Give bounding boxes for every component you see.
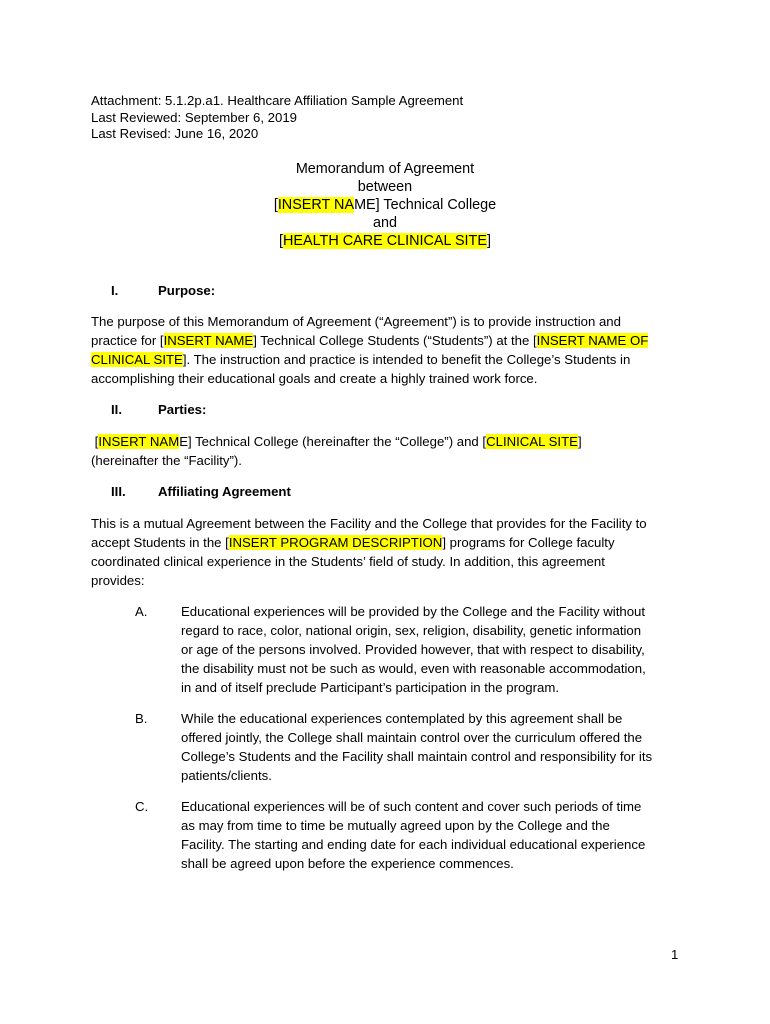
purpose-line-3 [91,350,691,369]
affiliating-line-1: This is a mutual Agreement between the Facility and the College that provides for the Facility to [91,516,647,531]
page-number: 1 [671,947,679,962]
title-line-1: Memorandum of Agreement [295,161,475,177]
purpose-line-2 [91,331,691,350]
list-item-line: as may from time to time be mutually agreed upon by the College and the [181,818,610,833]
list-item-body [181,709,681,785]
affiliating-paragraph [91,514,691,590]
list-item-line: the disability must not be such as would, even with reasonable accommodation, [181,661,646,676]
section-title: Affiliating Agreement [158,484,291,499]
section-heading-parties [111,400,206,419]
purpose-line-1: The purpose of this Memorandum of Agreement (“Agreement”) is to provide instruction and [91,314,621,329]
college-name-placeholder: INSERT NA [277,197,355,213]
document-title [0,160,770,250]
section-number: III. [111,484,126,499]
list-item-line: offered jointly, the College shall maintain control over the curriculum offered the [181,730,643,745]
list-item-line: Educational experiences will be of such content and cover such periods of time [181,799,642,814]
list-item-line: patients/clients. [181,768,272,783]
purpose-paragraph [91,312,691,388]
text-run: ] Technical College Students (“Students”) at the [ [253,333,537,348]
section-heading-affiliating [111,482,291,501]
list-item-line: While the educational experiences contemplated by this agreement shall be [181,711,623,726]
title-college-suffix: ME] Technical College [354,197,497,213]
parties-paragraph [91,432,691,470]
insert-name-placeholder: INSERT NAME [163,333,254,348]
last-revised-line: Last Revised: June 16, 2020 [91,126,259,141]
parties-line-1 [91,432,691,451]
attachment-line: Attachment: 5.1.2p.a1. Healthcare Affiliation Sample Agreement [91,93,464,108]
list-item-line: regard to race, color, national origin, sex, religion, disability, genetic information [181,623,642,638]
clinical-site-placeholder: HEALTH CARE CLINICAL SITE [283,233,487,249]
bracket-close: ] [577,434,582,449]
list-item-line: shall be agreed upon before the experience commences. [181,856,514,871]
section-heading-purpose [111,281,215,300]
list-item-body [181,602,681,697]
list-item-line: in and of itself preclude Participant’s participation in the program. [181,680,560,695]
affiliating-line-3: coordinated clinical experience in the Students’ field of study. In addition, this agreement [91,554,605,569]
title-line-4: and [372,215,397,231]
purpose-line-4: accomplishing their educational goals and create a highly trained work force. [91,371,538,386]
insert-clinical-site-placeholder: INSERT NAME OF [536,333,649,348]
text-run: [ [91,434,99,449]
bracket-close: ] [486,233,491,249]
last-reviewed-line: Last Reviewed: September 6, 2019 [91,109,297,125]
title-line-2: between [357,179,413,195]
clinical-site-placeholder: CLINICAL SITE [91,352,183,367]
text-run: E] Technical College (hereinafter the “College”) and [ [179,434,487,449]
list-item-line: Educational experiences will be provided by the College and the Facility without [181,604,646,619]
affiliating-line-2 [91,533,691,552]
bracket-open: [ [279,233,284,249]
section-title: Purpose: [158,283,216,298]
list-item-line: or age of the persons involved. Provided however, that with respect to disability, [181,642,645,657]
section-number: II. [111,402,122,417]
text-run: ]. The instruction and practice is intended to benefit the College’s Students in [182,352,631,367]
text-run: ] programs for College faculty [442,535,615,550]
list-item-letter: B. [135,711,148,726]
parties-line-2: (hereinafter the “Facility”). [91,453,242,468]
list-item-line: Facility. The starting and ending date for each individual educational experience [181,837,646,852]
list-item-letter: C. [135,799,149,814]
bracket-open: [ [273,197,278,213]
text-run: practice for [ [91,333,164,348]
list-item-line: College’s Students and the Facility shall maintain control and responsibility for its [181,749,653,764]
section-title: Parties: [158,402,207,417]
document-header [91,93,463,143]
insert-name-placeholder: INSERT NAM [98,434,180,449]
affiliating-line-4: provides: [91,573,145,588]
list-item-body [181,797,681,873]
title-line-5 [0,232,770,250]
text-run: accept Students in the [ [91,535,229,550]
program-description-placeholder: INSERT PROGRAM DESCRIPTION [228,535,443,550]
clinical-site-placeholder: CLINICAL SITE [486,434,578,449]
title-line-3 [0,196,770,214]
list-item-letter: A. [135,604,148,619]
section-number: I. [111,283,119,298]
